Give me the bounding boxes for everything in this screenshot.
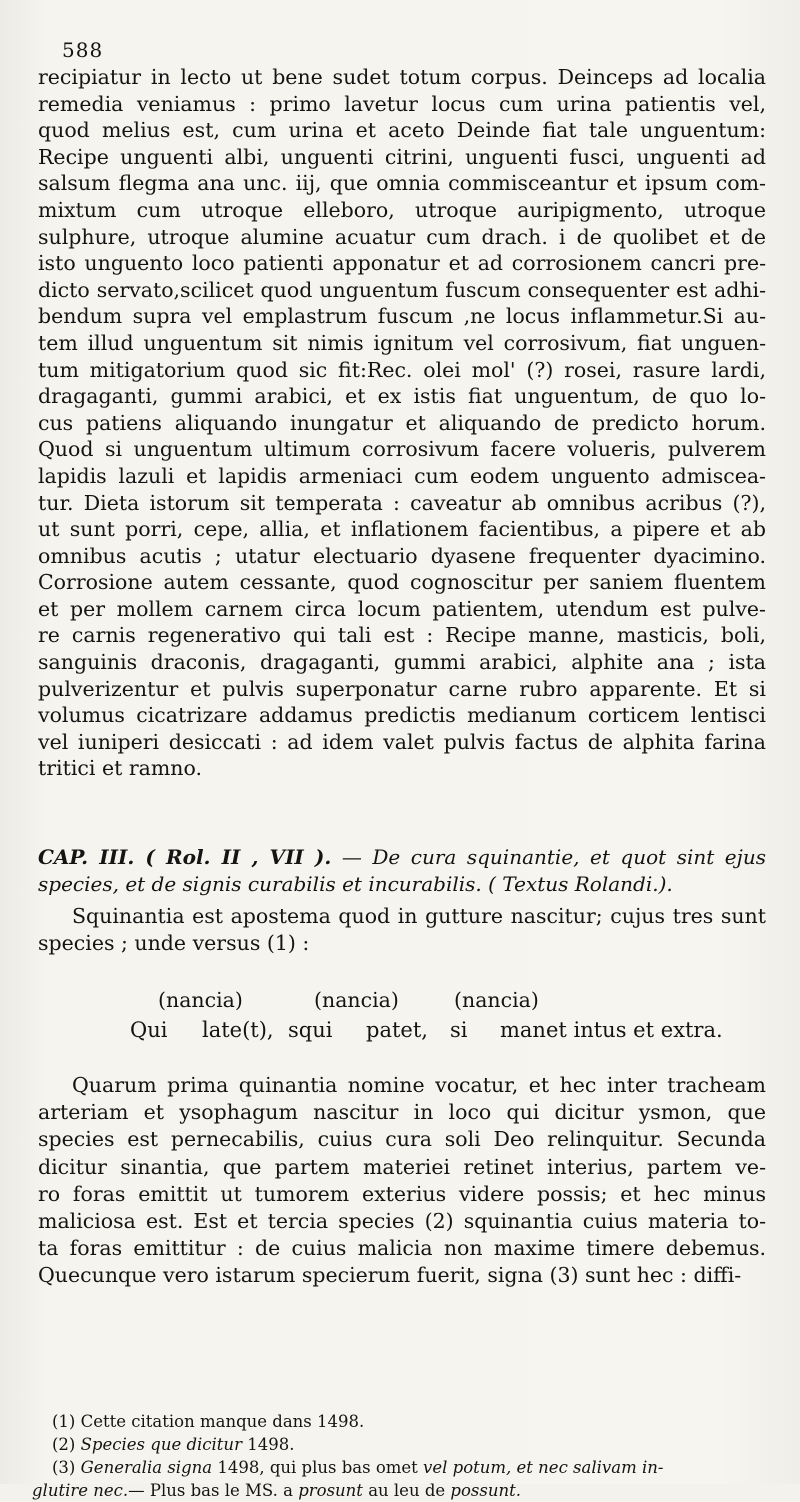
text-line: Corrosione autem cessante, quod cognoscitur per saniem fluentem — [38, 570, 766, 595]
text-line: tem illud unguentum sit nimis ignitum vel corrosivum, fiat unguen- — [38, 330, 766, 355]
text-line: vel iuniperi desiccati : ad idem valet pulvis factus de alphita farina — [38, 729, 766, 754]
text-line: ut sunt porri, cepe, allia, et inflationem facientibus, a pipere et ab — [38, 517, 766, 542]
chapter-title-part1: — De cura squinantie, et quot sint ejus — [331, 845, 766, 869]
verse-word: patet, — [366, 1018, 428, 1042]
footnote-text: — Plus bas le MS. a — [128, 1481, 299, 1500]
footnote-text: 1498, qui plus bas omet — [212, 1458, 424, 1477]
intro-line: Squinantia est apostema quod in gutture nascitur; cujus tres sunt — [72, 904, 766, 928]
body-paragraph-2 — [38, 1072, 766, 1290]
text-line: arteriam et ysophagum nascitur in loco qui dicitur ysmon, que — [38, 1100, 766, 1125]
verse-word: si — [450, 1018, 468, 1042]
footnote-italic: prosunt — [298, 1481, 363, 1500]
text-line: et per mollem carnem circa locum patientem, utendum est pulve- — [38, 596, 766, 621]
text-line: isto unguento loco patienti apponatur et ad corrosionem cancri pre- — [38, 251, 766, 276]
text-line: Quod si unguentum ultimum corrosivum facere volueris, pulverem — [38, 437, 766, 462]
footnote-2 — [52, 1433, 782, 1456]
chapter-heading — [38, 844, 766, 898]
verse-gloss: (nancia) — [314, 988, 399, 1012]
page-number: 588 — [62, 38, 104, 62]
text-line: sanguinis draconis, dragaganti, gummi arabici, alphite ana ; ista — [38, 650, 766, 675]
text-line: Recipe unguenti albi, unguenti citrini, unguenti fusci, unguenti ad — [38, 144, 766, 169]
text-line: lapidis lazuli et lapidis armeniaci cum eodem unguento admiscea- — [38, 463, 766, 488]
text-line: recipiatur in lecto ut bene sudet totum corpus. Deinceps ad localia — [38, 65, 766, 89]
verse-line — [38, 1018, 766, 1048]
text-line: salsum flegma ana unc. iij, que omnia commisceantur et ipsum com- — [38, 171, 766, 196]
footnote-marker: (3) — [52, 1458, 81, 1477]
footnote-italic: possunt. — [450, 1481, 521, 1500]
footnote-italic: Generalia signa — [80, 1458, 213, 1477]
chapter-title-part2: species, et de signis curabilis et incurabilis. ( Textus Rolandi.). — [38, 872, 673, 896]
text-line: Quarum prima quinantia nomine vocatur, et hec inter tracheam — [72, 1073, 766, 1097]
verse-word: Qui — [130, 1018, 168, 1042]
verse — [38, 988, 766, 1048]
text-line: species est pernecabilis, cuius cura soli Deo relinquitur. Secunda — [38, 1127, 766, 1152]
text-line: dicto servato,scilicet quod unguentum fuscum consequenter est adhi- — [38, 277, 766, 302]
text-line: dragaganti, gummi arabici, et ex istis fiat unguentum, de quo lo- — [38, 384, 766, 409]
text-line: pulverizentur et pulvis superponatur carne rubro apparente. Et si — [38, 676, 766, 701]
text-line: volumus cicatrizare addamus predictis medianum corticem lentisci — [38, 703, 766, 728]
text-line: omnibus acutis ; utatur electuario dyasene frequenter dyacimino. — [38, 543, 766, 568]
verse-word: manet intus et extra. — [500, 1018, 723, 1042]
verse-glosses — [38, 988, 766, 1018]
text-line: tur. Dieta istorum sit temperata : caveatur ab omnibus acribus (?), — [38, 490, 766, 515]
footnote-1: (1) Cette citation manque dans 1498. — [52, 1412, 365, 1431]
verse-word: late(t), — [202, 1018, 274, 1042]
intro-line: species ; unde versus (1) : — [38, 930, 310, 955]
text-line: re carnis regenerativo qui tali est : Recipe manne, masticis, boli, — [38, 623, 766, 648]
verse-gloss: (nancia) — [158, 988, 243, 1012]
text-line: sulphure, utroque alumine acuatur cum drach. i de quolibet et de — [38, 224, 766, 249]
text-line: dicitur sinantia, que partem materiei retinet interius, partem ve- — [38, 1154, 766, 1179]
text-line: tum mitigatorium quod sic fit:Rec. olei mol' (?) rosei, rasure lardi, — [38, 357, 766, 382]
text-line: remedia veniamus : primo lavetur locus cum urina patientis vel, — [38, 91, 766, 116]
chapter-label: CAP. III. ( Rol. II , VII ). — [38, 845, 332, 869]
text-line: tritici et ramno. — [38, 756, 202, 781]
footnotes — [32, 1410, 782, 1502]
verse-word: squi — [288, 1018, 333, 1042]
text-line: cus patiens aliquando inungatur et aliquando de predicto horum. — [38, 410, 766, 435]
text-line: mixtum cum utroque elleboro, utroque auripigmento, utroque — [38, 197, 766, 222]
footnote-text: au leu de — [362, 1481, 451, 1500]
footnote-3-continued — [32, 1479, 782, 1502]
text-line: ro foras emittit ut tumorem exterius videre possis; et hec minus — [38, 1181, 766, 1206]
main-paragraph — [38, 64, 766, 782]
intro-paragraph — [38, 903, 766, 956]
text-line: ta foras emittitur : de cuius malicia non maxime timere debemus. — [38, 1236, 766, 1261]
verse-gloss: (nancia) — [454, 988, 539, 1012]
text-line: maliciosa est. Est et tercia species (2) squinantia cuius materia to- — [38, 1208, 766, 1233]
footnote-text: 1498. — [241, 1435, 295, 1454]
footnote-italic: vel potum, et nec salivam in- — [423, 1458, 664, 1477]
footnote-italic: Species que dicitur — [80, 1435, 242, 1454]
footnote-italic: glutire nec. — [32, 1481, 129, 1500]
footnote-3 — [52, 1456, 782, 1479]
chapter-heading-line — [38, 844, 766, 871]
footnote-marker: (2) — [52, 1435, 81, 1454]
text-line: quod melius est, cum urina et aceto Deinde fiat tale unguentum: — [38, 118, 766, 143]
text-line: Quecunque vero istarum specierum fuerit, signa (3) sunt hec : diffi- — [38, 1263, 742, 1288]
text-line: bendum supra vel emplastrum fuscum ,ne locus inflammetur.Si au- — [38, 304, 766, 329]
